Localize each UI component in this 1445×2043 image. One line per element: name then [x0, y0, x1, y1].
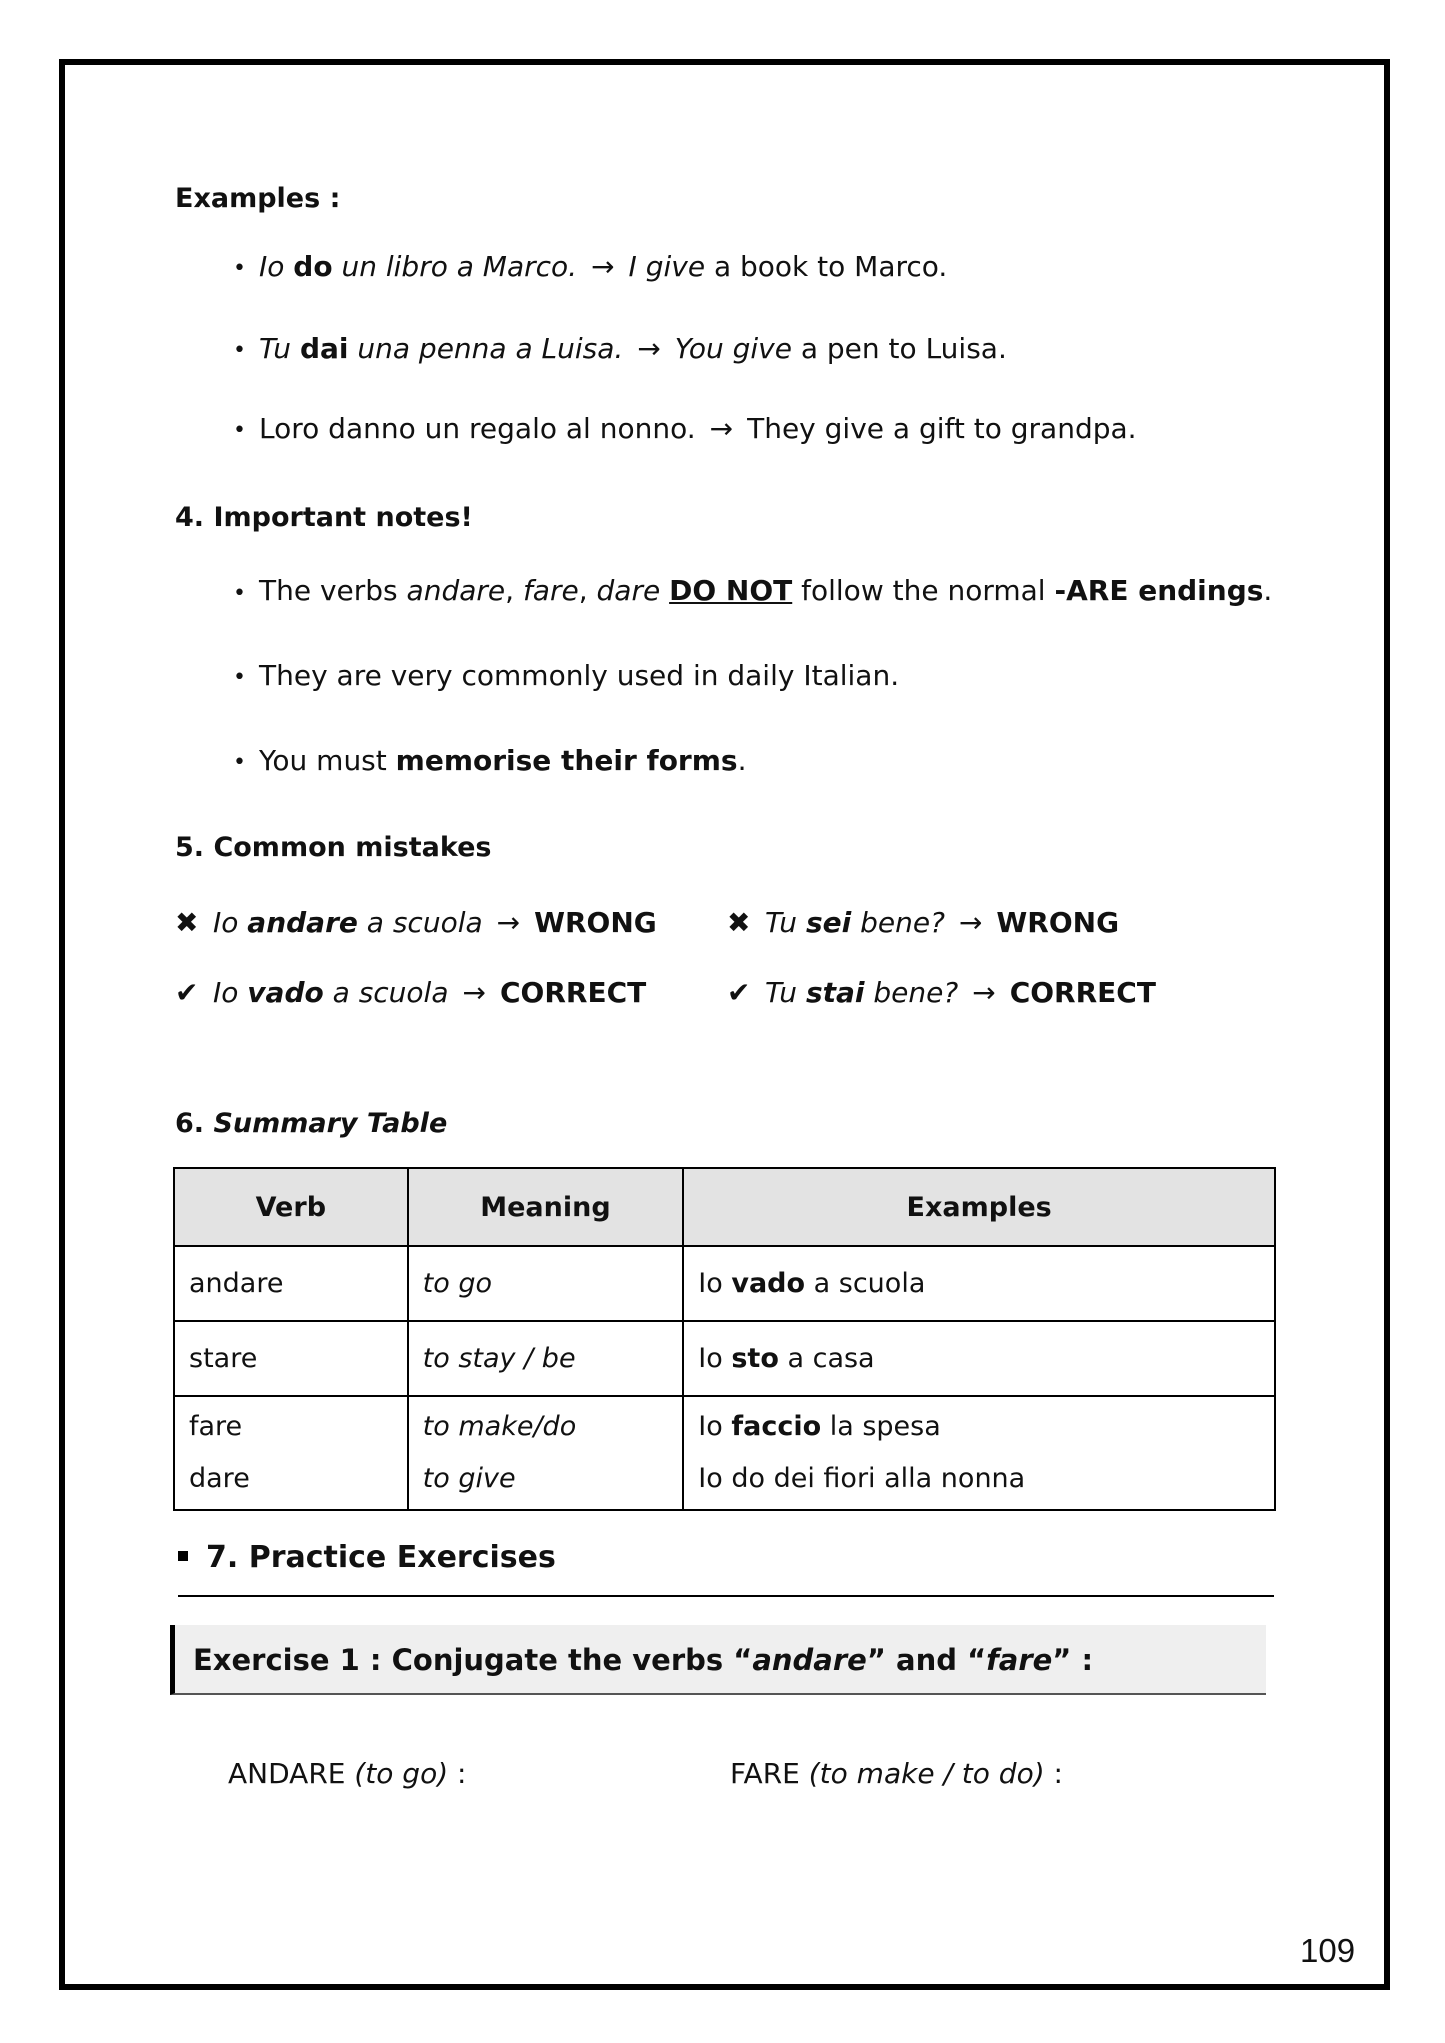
cell-meaning: to make/do to give [408, 1396, 684, 1510]
examples-heading: Examples : [175, 183, 341, 214]
table-row [174, 1396, 1275, 1510]
cell-example: Io vado a scuola [683, 1246, 1275, 1321]
cross-icon: ✖ [175, 906, 199, 939]
cell-verb: fare dare [174, 1396, 408, 1510]
notes-heading: 4. Important notes! [175, 502, 473, 533]
practice-heading: 7. Practice Exercises [178, 1540, 1274, 1597]
page-number: 109 [1300, 1932, 1356, 1969]
bullet: • [233, 750, 246, 775]
mistakes-heading: 5. Common mistakes [175, 832, 492, 863]
note-item-3: You must memorise their forms. [259, 744, 747, 777]
column-header-examples: Examples [683, 1168, 1275, 1246]
mistake-wrong-right: ✖ Tu sei bene? → WRONG [727, 906, 1120, 939]
andare-label: ANDARE (to go) : [228, 1757, 467, 1790]
cross-icon: ✖ [727, 906, 751, 939]
check-icon: ✔ [727, 976, 751, 1009]
square-bullet-icon [178, 1551, 188, 1561]
note-item-2: They are very commonly used in daily Italian. [259, 659, 900, 692]
arrow-icon: → [462, 976, 486, 1009]
example-item-2: Tu dai una penna a Luisa. → You give a pen to Luisa. [259, 332, 1007, 365]
bullet: • [233, 581, 246, 606]
mistake-correct-right: ✔ Tu stai bene? → CORRECT [727, 976, 1156, 1009]
arrow-icon: → [496, 906, 521, 939]
table-row [174, 1321, 1275, 1396]
column-header-verb: Verb [174, 1168, 408, 1246]
column-header-meaning: Meaning [408, 1168, 684, 1246]
fare-label: FARE (to make / to do) : [730, 1757, 1063, 1790]
check-icon: ✔ [175, 976, 199, 1009]
arrow-icon: → [958, 906, 983, 939]
cell-meaning: to go [408, 1246, 684, 1321]
cell-verb: andare [174, 1246, 408, 1321]
arrow-icon: → [709, 412, 734, 445]
arrow-icon: → [591, 250, 615, 283]
mistake-wrong-left: ✖ Io andare a scuola → WRONG [175, 906, 657, 939]
cell-example: Io sto a casa [683, 1321, 1275, 1396]
cell-verb: stare [174, 1321, 408, 1396]
summary-heading: 6. Summary Table [175, 1108, 448, 1139]
bullet: • [233, 418, 246, 443]
bullet: • [233, 665, 246, 690]
exercise-1-title: Exercise 1 : Conjugate the verbs “andare” and “fare” : [170, 1625, 1266, 1695]
arrow-icon: → [637, 332, 661, 365]
note-item-1: The verbs andare, fare, dare DO NOT follow the normal -ARE endings. [259, 574, 1273, 607]
table-header-row [174, 1168, 1275, 1246]
example-item-3: Loro danno un regalo al nonno. → They give a gift to grandpa. [259, 412, 1137, 445]
arrow-icon: → [972, 976, 996, 1009]
table-row [174, 1246, 1275, 1321]
bullet: • [233, 338, 246, 363]
cell-example: Io faccio la spesa Io do dei fiori alla nonna [683, 1396, 1275, 1510]
cell-meaning: to stay / be [408, 1321, 684, 1396]
summary-table [173, 1167, 1276, 1511]
bullet: • [233, 256, 246, 281]
example-item-1: Io do un libro a Marco. → I give a book to Marco. [259, 250, 948, 283]
mistake-correct-left: ✔ Io vado a scuola → CORRECT [175, 976, 647, 1009]
